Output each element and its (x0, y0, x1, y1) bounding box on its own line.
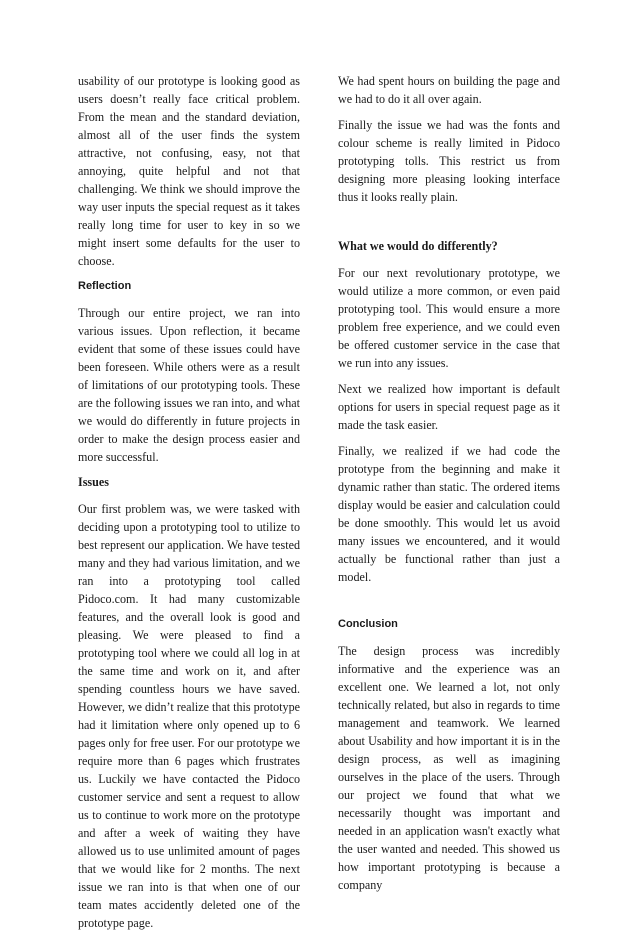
differently-paragraph-1: For our next revolutionary prototype, we would utilize a more common, or even paid prototyping tool. This would ensure a more problem free experience, and we could even be offered customer service in the case that we run into any issues. (338, 266, 560, 370)
left-column (78, 72, 300, 940)
right-column (338, 72, 560, 902)
conclusion-paragraph: The design process was incredibly informative and the experience was an excellent one. We learned a lot, not only technically related, but also in regards to time management and teamwork. We learned about Usability and how important it is in the design process, as well as imagining ourselves in the place of the users. Through our project we found that what we necessarily thought was important and needed in an application wasn't exactly what the user wanted and needed. This showed us how important prototyping is because a company (338, 644, 560, 892)
reflection-paragraph: Through our entire project, we ran into various issues. Upon reflection, it became evident that some of these issues could have been foreseen. While others were as a result of limitations of our prototyping tools. These are the following issues we ran into, and what we would do differently in future projects in order to make the design process easier and more successful. (78, 306, 300, 464)
fonts-paragraph: Finally the issue we had was the fonts and colour scheme is really limited in Pidoco prototyping tolls. This restrict us from designing more pleasing looking interface thus it looks really plain. (338, 118, 560, 204)
conclusion-heading: Conclusion (338, 618, 398, 630)
issues-heading: Issues (78, 475, 109, 489)
differently-paragraph-2: Next we realized how important is default options for users in special request page as it made the task easier. (338, 382, 560, 432)
reflection-heading: Reflection (78, 280, 132, 292)
differently-heading: What we would do differently? (338, 239, 498, 253)
issues-paragraph: Our first problem was, we were tasked with deciding upon a prototyping tool to utilize to best represent our application. We have tested many and they had various limitation, and we ran into a prototyping tool called Pidoco.com. It had many customizable features, and the overall look is good and pleasing. We were pleased to find a prototyping tool where we could all log in at the same time and work on it, and after spending countless hours we have saved. However, we didn’t realize that this prototype had it limitation where only opened up to 6 pages only for free user. For our prototype we require more than 6 pages which frustrates us. Luckily we have contacted the Pidoco customer service and sent a request to allow us to continue to work more on the prototype and after a week of waiting they have allowed us to use unlimited amount of pages that we would like for 2 months. The next issue we ran into is that when one of our team mates accidently deleted one of the prototype page. (78, 502, 300, 930)
intro-paragraph: usability of our prototype is looking good as users doesn’t really face critical problem. From the mean and the standard deviation, almost all of the user finds the system attractive, not confusing, easy, not that annoying, quite helpful and not that challenging. We think we should improve the way user inputs the special request as it takes really long time for user to key in so we might insert some defaults for the user to choose. (78, 74, 300, 268)
continuation-paragraph: We had spent hours on building the page and we had to do it all over again. (338, 74, 560, 106)
differently-paragraph-3: Finally, we realized if we had code the prototype from the beginning and make it dynamic rather than static. The ordered items display would be easier and calculation could be done smoothly. This would let us avoid many issues we encountered, and it would actually be functional rather than just a model. (338, 444, 560, 584)
